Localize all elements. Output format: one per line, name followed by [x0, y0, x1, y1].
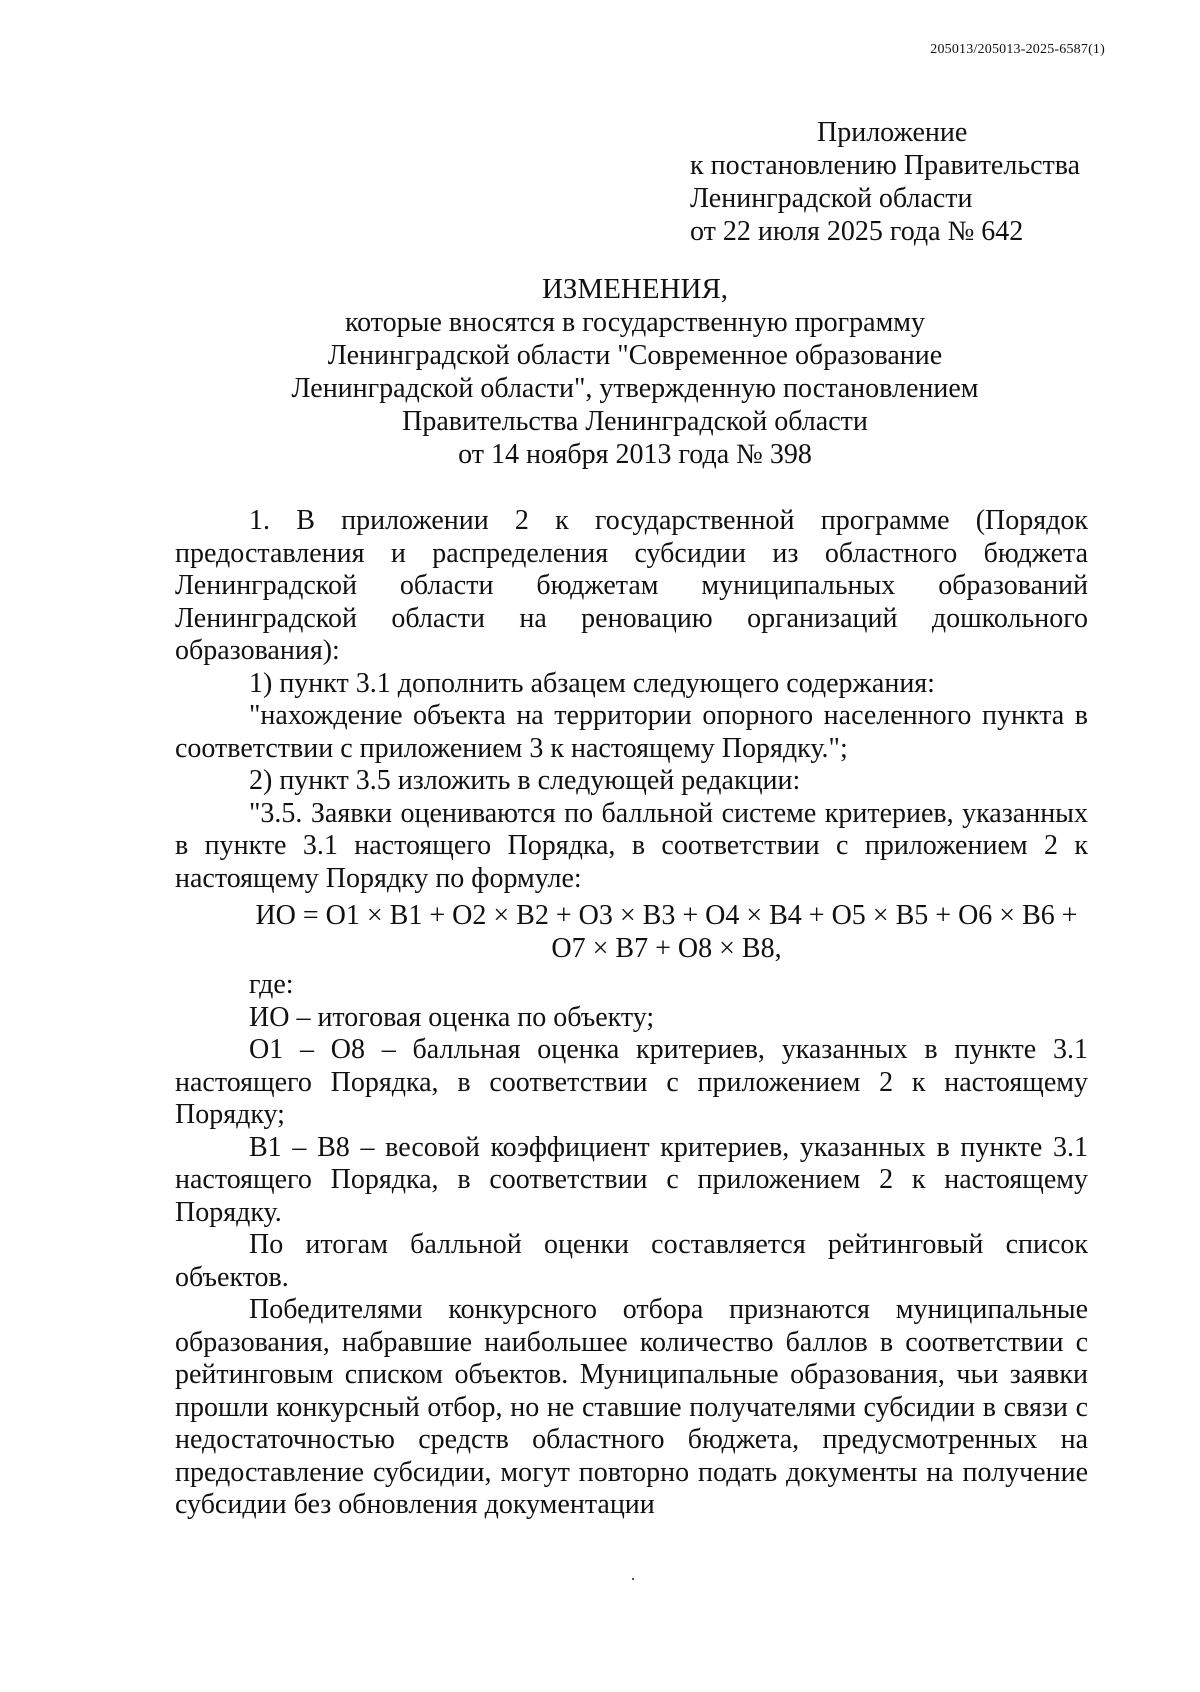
appendix-line-4: от 22 июля 2025 года № 642	[690, 216, 1024, 247]
title-line-3: Ленинградской области", утвержденную постановлением	[291, 373, 979, 404]
paragraph-9: В1 – В8 – весовой коэффициент критериев, указанных в пункте 3.1 настоящего Порядка, в соответствии с приложением 2 к настоящему Порядку.	[175, 1131, 1088, 1228]
paragraph-5: "3.5. Заявки оцениваются по балльной системе критериев, указанных в пункте 3.1 настоящего Порядка, в соответствии с приложением 2 к настоящему Порядку по формуле:	[175, 797, 1088, 894]
formula-line-2: О7 × В7 + О8 × В8,	[551, 933, 782, 964]
formula-line-1: ИО = О1 × В1 + О2 × В2 + О3 × В3 + О4 × В4 + О5 × В5 + О6 × В6 +	[255, 900, 1078, 931]
paragraph-10: По итогам балльной оценки составляется рейтинговый список объектов.	[175, 1229, 1088, 1293]
title-heading: ИЗМЕНЕНИЯ,	[541, 273, 729, 305]
appendix-line-2: к постановлению Правительства	[690, 150, 1081, 181]
scan-speck	[632, 1578, 634, 1580]
document-id: 205013/205013-2025-6587(1)	[930, 42, 1105, 57]
formula	[175, 899, 1088, 965]
paragraph-3: "нахождение объекта на территории опорного населенного пункта в соответствии с приложением 3 к настоящему Порядку.";	[175, 700, 1088, 764]
paragraph-1: 1. В приложении 2 к государственной программе (Порядок предоставления и распределения субсидии из областного бюджета Ленинградской области бюджетам муниципальных образований Ленинградской области на реновацию организаций дошкольного образования):	[175, 505, 1088, 666]
paragraph-4: 2) пункт 3.5 изложить в следующей редакции:	[249, 765, 801, 796]
paragraph-6: где:	[249, 969, 294, 1000]
document-body	[175, 505, 1088, 1522]
title-line-5: от 14 ноября 2013 года № 398	[458, 439, 812, 470]
title-line-4: Правительства Ленинградской области	[402, 406, 868, 437]
paragraph-8: О1 – О8 – балльная оценка критериев, указанных в пункте 3.1 настоящего Порядка, в соответствии с приложением 2 к настоящему Порядку;	[175, 1034, 1088, 1130]
appendix-line-3: Ленинградской области	[690, 183, 973, 214]
title-line-1: которые вносятся в государственную программу	[344, 307, 926, 338]
paragraph-11: Победителями конкурсного отбора признаются муниципальные образования, набравшие наибольшее количество баллов в соответствии с рейтинговым списком объектов. Муниципальные образования, чьи заявки прошли конкурсный отбор, но не ставшие получателями субсидии в связи с недостаточностью средств областного бюджета, предусмотренных на предоставление субсидии, могут повторно подать документы на получение субсидии без обновления документации	[175, 1294, 1088, 1520]
appendix-line-1: Приложение	[817, 117, 968, 148]
paragraph-2: 1) пункт 3.1 дополнить абзацем следующего содержания:	[249, 667, 935, 699]
paragraph-7: ИО – итоговая оценка по объекту;	[249, 1001, 655, 1033]
title-line-2: Ленинградской области "Современное образование	[327, 340, 943, 371]
title-block	[200, 273, 1070, 471]
appendix-block	[690, 116, 1080, 248]
